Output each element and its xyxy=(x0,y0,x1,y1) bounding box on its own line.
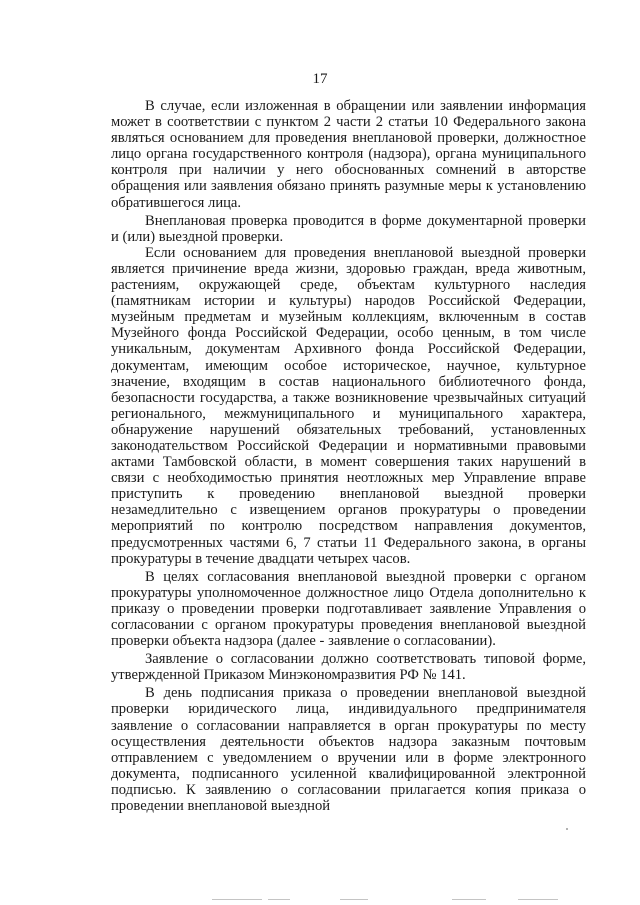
document-body xyxy=(111,98,586,816)
paragraph-standard-form: Заявление о согласовании должно соответствовать типовой форме, утвержденной Приказом Минэкономразвития РФ № 141. xyxy=(111,651,586,684)
paragraph-urgent-inspection: Если основанием для проведения внеплановой выездной проверки является причинение вреда жизни, здоровью граждан, вреда животным, растениям, окружающей среде, объектам культурного наследия (памятникам истории и культуры) народов Российской Федерации, музейным предметам и музейным коллекциям, включенным в состав Музейного фонда Российской Федерации, особо ценным, в том числе уникальным, документам Архивного фонда Российской Федерации, документам, имеющим особое историческое, научное, культурное значение, входящим в состав национального библиотечного фонда, безопасности государства, а также возникновение чрезвычайных ситуаций регионального, межмуниципального и муниципального характера, обнаружение нарушений обязательных требований, установленных законодательством Российской Федерации и нормативными правовыми актами Тамбовской области, в момент совершения таких нарушений в связи с необходимостью принятия неотложных мер Управление вправе приступить к проведению внеплановой выездной проверки незамедлительно с извещением органов прокуратуры о проведении мероприятий по контролю посредством направления документов, предусмотренных частями 6, 7 статьи 11 Федерального закона, в органы прокуратуры в течение двадцати четырех часов. xyxy=(111,244,586,567)
scan-artifact xyxy=(566,828,568,830)
paragraph-submission-procedure: В день подписания приказа о проведении внеплановой выездной проверки юридического лица, индивидуального предпринимателя заявление о согласовании направляется в орган прокуратуры по месту осуществления деятельности объектов надзора заказным почтовым отправлением с уведомлением о вручении или в форме электронного документа, подписанного усиленной квалифицированной электронной подписью. К заявлению о согласовании прилагается копия приказа о проведении внеплановой выездной xyxy=(111,685,586,815)
paragraph-prosecutor-agreement: В целях согласования внеплановой выездной проверки с органом прокуратуры уполномоченное должностное лицо Отдела дополнительно к приказу о проведении проверки подготавливает заявление Управления о согласовании с органом прокуратуры проведения внеплановой выездной проверки объекта надзора (далее - заявление о согласовании). xyxy=(111,568,586,650)
scan-artifact xyxy=(212,899,262,900)
scan-artifact xyxy=(452,899,486,900)
paragraph-inspection-form: Внеплановая проверка проводится в форме документарной проверки и (или) выездной проверки. xyxy=(111,212,586,245)
scan-artifact xyxy=(268,899,290,900)
paragraph-anonymous-appeal: В случае, если изложенная в обращении или заявлении информация может в соответствии с пунктом 2 части 2 статьи 10 Федерального закона являться основанием для проведения внеплановой проверки, должностное лицо органа государственного контроля (надзора), органа муниципального контроля при наличии у него обоснованных сомнений в авторстве обращения или заявления обязано принять разумные меры к установлению обратившегося лица. xyxy=(111,98,586,211)
page-number: 17 xyxy=(312,71,328,87)
scan-artifact xyxy=(340,899,368,900)
scan-artifact xyxy=(518,899,558,900)
